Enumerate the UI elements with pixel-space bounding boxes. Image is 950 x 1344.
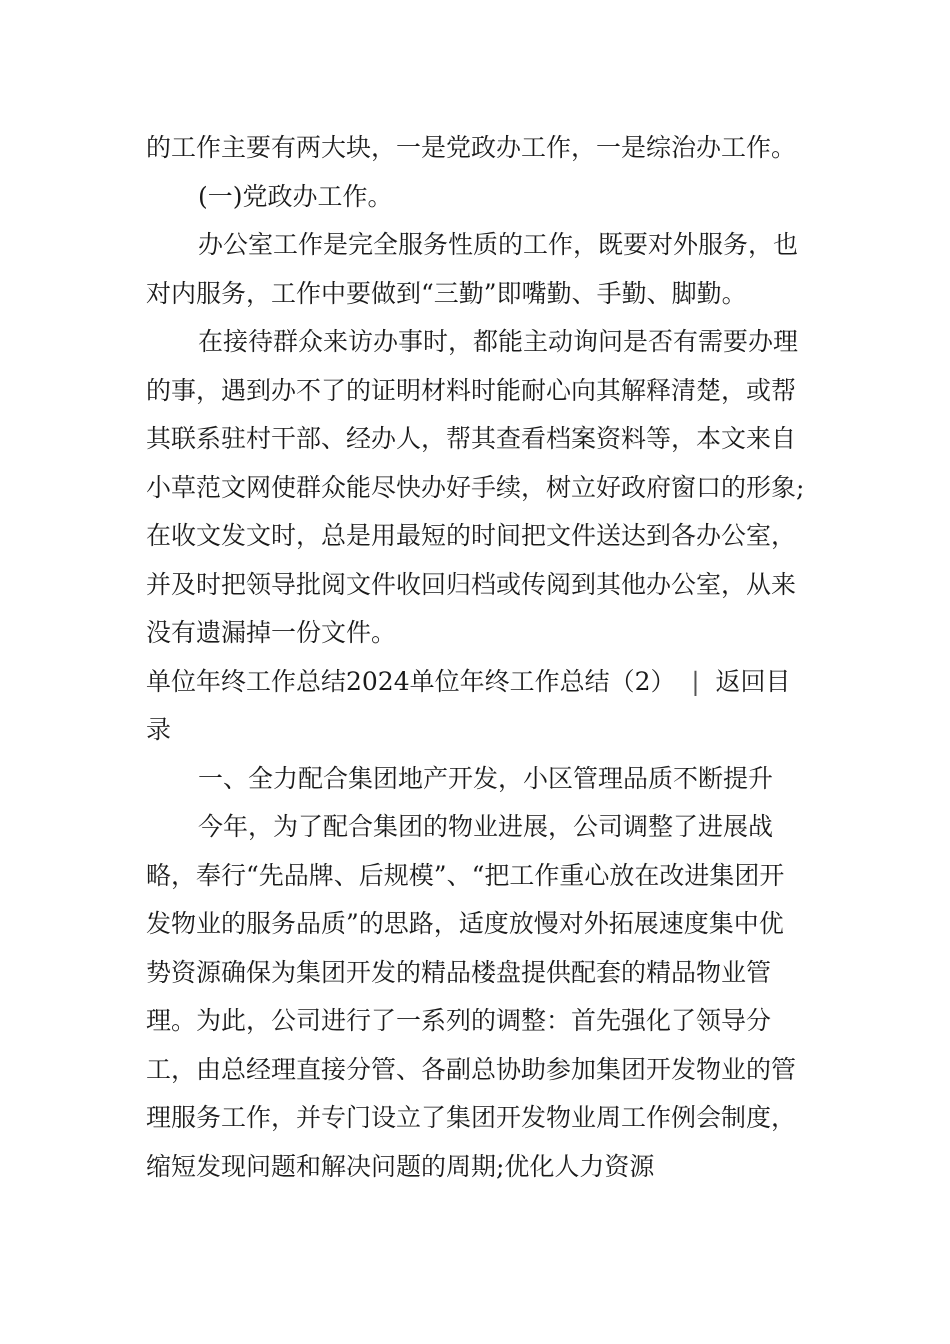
back-to-toc-link[interactable]: 返回目录 [146, 666, 791, 744]
paragraph: 在接待群众来访办事时，都能主动询问是否有需要办理的事，遇到办不了的证明材料时能耐心向其解释清楚，或帮其联系驻村干部、经办人，帮其查看档案资料等，本文来自小草范文网使群众能尽快办好手续，树立好政府窗口的形象;在收文发文时，总是用最短的时间把文件送达到各办公室，并及时把领导批阅文件收回归档或传阅到其他办公室，从来没有遗漏掉一份文件。 [146, 327, 805, 647]
paragraph: 的工作主要有两大块，一是党政办工作，一是综治办工作。 [146, 133, 797, 162]
paragraph-subheading: (一)党政办工作。 [198, 181, 393, 211]
paragraph: 办公室工作是完全服务性质的工作，既要对外服务，也对内服务，工作中要做到“三勤”即嘴勤、手勤、脚勤。 [146, 230, 799, 308]
paragraph-subheading: 一、全力配合集团地产开发，小区管理品质不断提升 [198, 763, 774, 793]
section-heading [146, 658, 806, 755]
document-body [146, 124, 806, 1191]
section-title: 单位年终工作总结2024单位年终工作总结（2） [146, 666, 676, 696]
paragraph: 今年，为了配合集团的物业进展，公司调整了进展战略，奉行“先品牌、后规模”、“把工作重心放在改进集团开发物业的服务品质”的思路，适度放慢对外拓展速度集中优势资源确保为集团开发的精品楼盘提供配套的精品物业管理。为此，公司进行了一系列的调整：首先强化了领导分工，由总经理直接分管、各副总协助参加集团开发物业的管理服务工作，并专门设立了集团开发物业周工作例会制度，缩短发现问题和解决问题的周期;优化人力资源 [146, 812, 797, 1181]
separator: | [691, 666, 700, 696]
